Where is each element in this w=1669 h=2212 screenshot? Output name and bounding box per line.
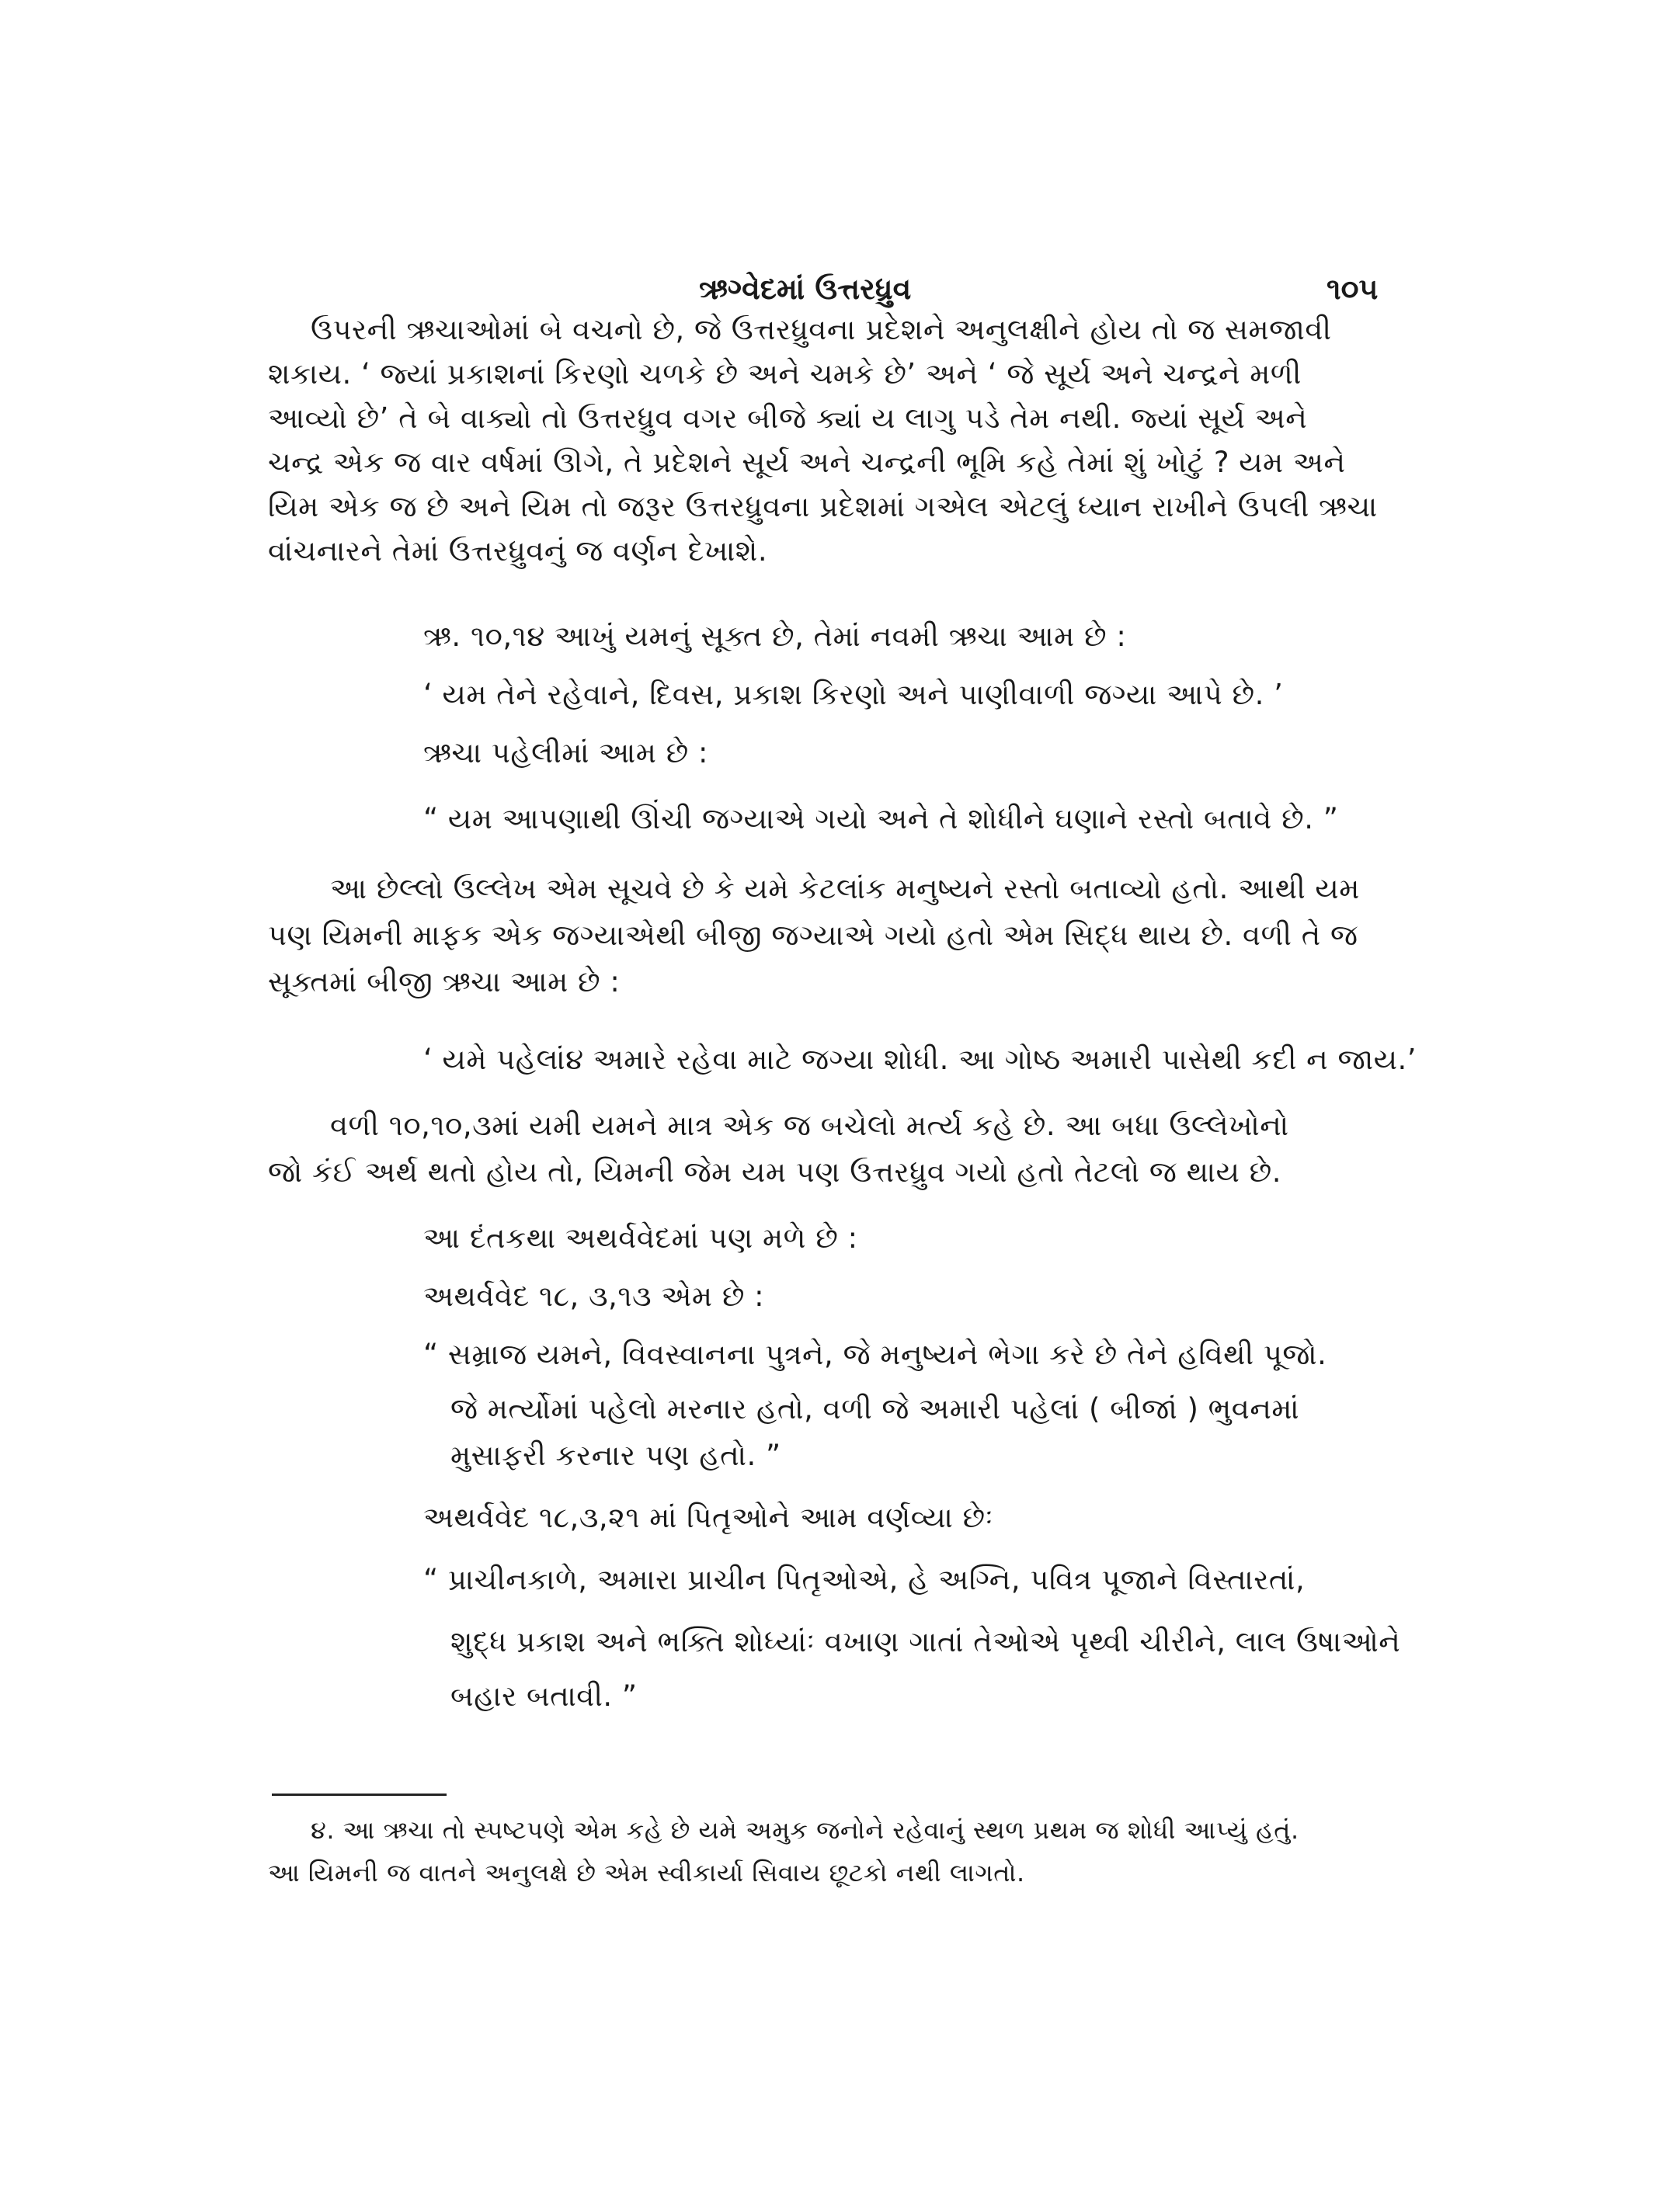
block-1-quote-2: “ યમ આપણાથી ઊંચી જગ્યાએ ગયો અને તે શોધીને ઘણાને રસ્તો બતાવે છે. ” (423, 802, 1339, 835)
block-2-quote: જે મર્ત્યોમાં પહેલો મરનાર હતો, વળી જે અમારી પહેલાં ( બીજાં ) ભુવનમાં (450, 1392, 1300, 1425)
block-2-quote: શુદ્ધ પ્રકાશ અને ભક્તિ શોધ્યાંઃ વખાણ ગાતાં તેઓએ પૃથ્વી ચીરીને, લાલ ઉષાઓને (450, 1625, 1401, 1658)
paragraph-1-line: ચન્દ્ર એક જ વાર વર્ષમાં ઊગે, તે પ્રદેશને સૂર્ય અને ચન્દ્રની ભૂમિ કહે તેમાં શું ખોટું ? યમ અને (268, 446, 1346, 479)
paragraph-2-line: આ છેલ્લો ઉલ્લેખ એમ સૂચવે છે કે યમે કેટલાંક મનુષ્યને રસ્તો બતાવ્યો હતો. આથી યમ (330, 872, 1360, 905)
footnote-line: આ યિમની જ વાતને અનુલક્ષે છે એમ સ્વીકાર્યા સિવાય છૂટકો નથી લાગતો. (268, 1858, 1025, 1887)
block-1-quote: ‘ યમ તેને રહેવાને, દિવસ, પ્રકાશ કિરણો અને પાણીવાળી જગ્યા આપે છે. ’ (423, 678, 1284, 711)
paragraph-2-line: પણ યિમની માફક એક જગ્યાએથી બીજી જગ્યાએ ગયો હતો એમ સિદ્ધ થાય છે. વળી તે જ (268, 918, 1358, 952)
running-header-title: ઋગ્વેદમાં ઉત્તરધ્રુવ (699, 272, 912, 306)
paragraph-3-line: જો કંઈ અર્થ થતો હોય તો, યિમની જેમ યમ પણ ઉત્તરધ્રુવ ગયો હતો તેટલો જ થાય છે. (268, 1155, 1282, 1189)
block-1-intro: ઋ. ૧૦,૧૪ આખું યમનું સૂક્ત છે, તેમાં નવમી ઋચા આમ છે : (423, 620, 1127, 653)
block-2-line-2: અથર્વવેદ ૧૮, ૩,૧૩ એમ છે : (423, 1280, 765, 1313)
paragraph-1-line: ઉપરની ઋચાઓમાં બે વચનો છે, જે ઉત્તરધ્રુવના પ્રદેશને અનુલક્ષીને હોય તો જ સમજાવી (311, 313, 1332, 346)
paragraph-2-line: સૂક્તમાં બીજી ઋચા આમ છે : (268, 965, 621, 998)
paragraph-1-line: આવ્યો છે’ તે બે વાક્યો તો ઉત્તરધ્રુવ વગર બીજે ક્યાં ય લાગુ પડે તેમ નથી. જ્યાં સૂર્ય અને (268, 401, 1308, 435)
paragraph-1-line: વાંચનારને તેમાં ઉત્તરધ્રુવનું જ વર્ણન દેખાશે. (268, 534, 768, 568)
block-2-line-3: અથર્વવેદ ૧૮,૩,૨૧ માં પિતૃઓને આમ વર્ણવ્યા છેઃ (423, 1501, 994, 1534)
footnote-divider (272, 1794, 447, 1796)
paragraph-1-line: શકાય. ‘ જ્યાં પ્રકાશનાં કિરણો ચળકે છે અને ચમકે છે’ અને ‘ જે સૂર્ય અને ચન્દ્રને મળી (268, 357, 1302, 391)
block-1-intro-2: ઋચા પહેલીમાં આમ છે : (423, 736, 708, 769)
block-2-quote: મુસાફરી કરનાર પણ હતો. ” (450, 1439, 781, 1472)
block-2-quote: “ પ્રાચીનકાળે, અમારા પ્રાચીન પિતૃઓએ, હે અગ્નિ, પવિત્ર પૂજાને વિસ્તારતાં, (423, 1563, 1306, 1596)
page-number: ૧૦૫ (1327, 272, 1379, 306)
quote-with-footnote-ref: ‘ યમે પહેલાં૪ અમારે રહેવા માટે જગ્યા શોધી. આ ગોષ્ઠ અમારી પાસેથી કદી ન જાય.’ (423, 1043, 1417, 1076)
block-2-quote: બહાર બતાવી. ” (450, 1679, 638, 1713)
footnote-line: ૪. આ ઋચા તો સ્પષ્ટપણે એમ કહે છે યમે અમુક જનોને રહેવાનું સ્થળ પ્રથમ જ શોધી આપ્યું હતું. (311, 1815, 1299, 1845)
paragraph-3-line: વળી ૧૦,૧૦,૩માં યમી યમને માત્ર એક જ બચેલો મર્ત્ય કહે છે. આ બધા ઉલ્લેખોનો (330, 1109, 1289, 1142)
block-2-line-1: આ દંતકથા અથર્વવેદમાં પણ મળે છે : (423, 1221, 858, 1255)
paragraph-1-line: યિમ એક જ છે અને યિમ તો જરૂર ઉત્તરધ્રુવના પ્રદેશમાં ગએલ એટલું ધ્યાન રાખીને ઉપલી ઋચા (268, 490, 1378, 523)
block-2-quote: “ સમ્રાજ યમને, વિવસ્વાનના પુત્રને, જે મનુષ્યને ભેગા કરે છે તેને હવિથી પૂજો. (423, 1338, 1327, 1371)
